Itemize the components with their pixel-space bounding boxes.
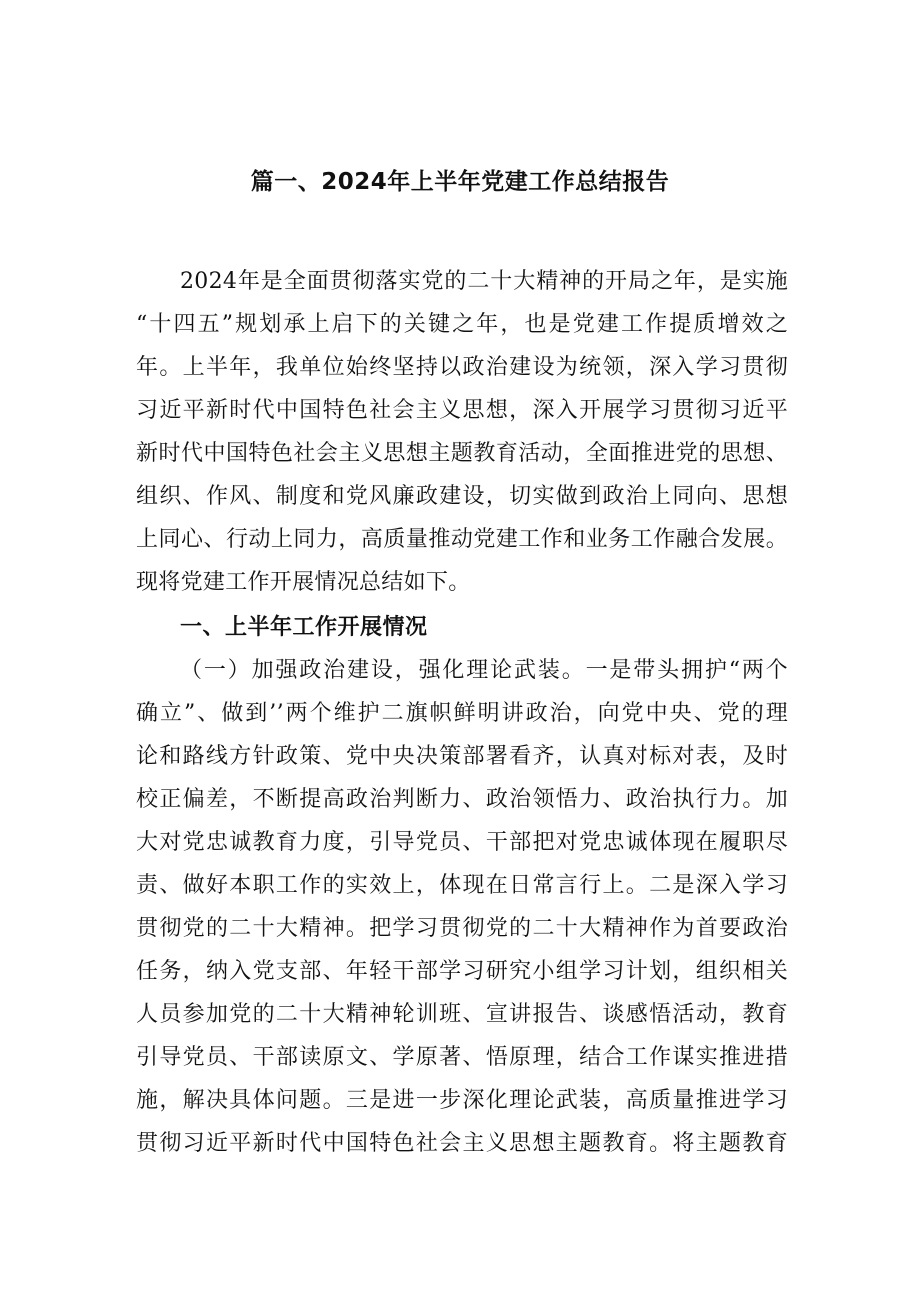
paragraph-line: 组织、作风、制度和党风廉政建设，切实做到政治上同向、思想 <box>136 484 788 509</box>
paragraph-line: 贯彻党的二十大精神。把学习贯彻党的二十大精神作为首要政治 <box>136 916 788 941</box>
paragraph-line: 论和路线方针政策、党中央决策部署看齐，认真对标对表，及时 <box>136 744 788 769</box>
paragraph-line: 年。上半年，我单位始终坚持以政治建设为统领，深入学习贯彻 <box>136 355 788 380</box>
section-heading: 一、上半年工作开展情况 <box>180 615 428 640</box>
paragraph-line: （一）加强政治建设，强化理论武装。一是带头拥护“两个 <box>180 658 788 683</box>
paragraph-line: 现将党建工作开展情况总结如下。 <box>136 570 471 595</box>
paragraph-line: 2024年是全面贯彻落实党的二十大精神的开局之年，是实施 <box>180 269 788 294</box>
paragraph-line: 习近平新时代中国特色社会主义思想，深入开展学习贯彻习近平 <box>136 398 788 423</box>
paragraph-line: 贯彻习近平新时代中国特色社会主义思想主题教育。将主题教育 <box>136 1131 788 1156</box>
paragraph-line: 新时代中国特色社会主义思想主题教育活动，全面推进党的思想、 <box>136 441 788 466</box>
paragraph-line: 人员参加党的二十大精神轮训班、宣讲报告、谈感悟活动，教育 <box>136 1002 788 1027</box>
paragraph-line: 任务，纳入党支部、年轻干部学习研究小组学习计划，组织相关 <box>136 959 788 984</box>
document-title: 篇一、2024年上半年党建工作总结报告 <box>250 169 670 195</box>
paragraph-line: 校正偏差，不断提高政治判断力、政治领悟力、政治执行力。加 <box>136 787 788 812</box>
paragraph-line: 上同心、行动上同力，高质量推动党建工作和业务工作融合发展。 <box>136 527 788 552</box>
paragraph-line: 责、做好本职工作的实效上，体现在日常言行上。二是深入学习 <box>136 873 788 898</box>
paragraph-line: 引导党员、干部读原文、学原著、悟原理，结合工作谋实推进措 <box>136 1045 788 1070</box>
paragraph-line: “十四五”规划承上启下的关键之年，也是党建工作提质增效之 <box>136 312 788 337</box>
paragraph-line: 确立”、做到’’两个维护二旗帜鲜明讲政治，向党中央、党的理 <box>136 701 788 726</box>
paragraph-line: 大对党忠诚教育力度，引导党员、干部把对党忠诚体现在履职尽 <box>136 830 788 855</box>
paragraph-line: 施，解决具体问题。三是进一步深化理论武装，高质量推进学习 <box>136 1088 788 1113</box>
